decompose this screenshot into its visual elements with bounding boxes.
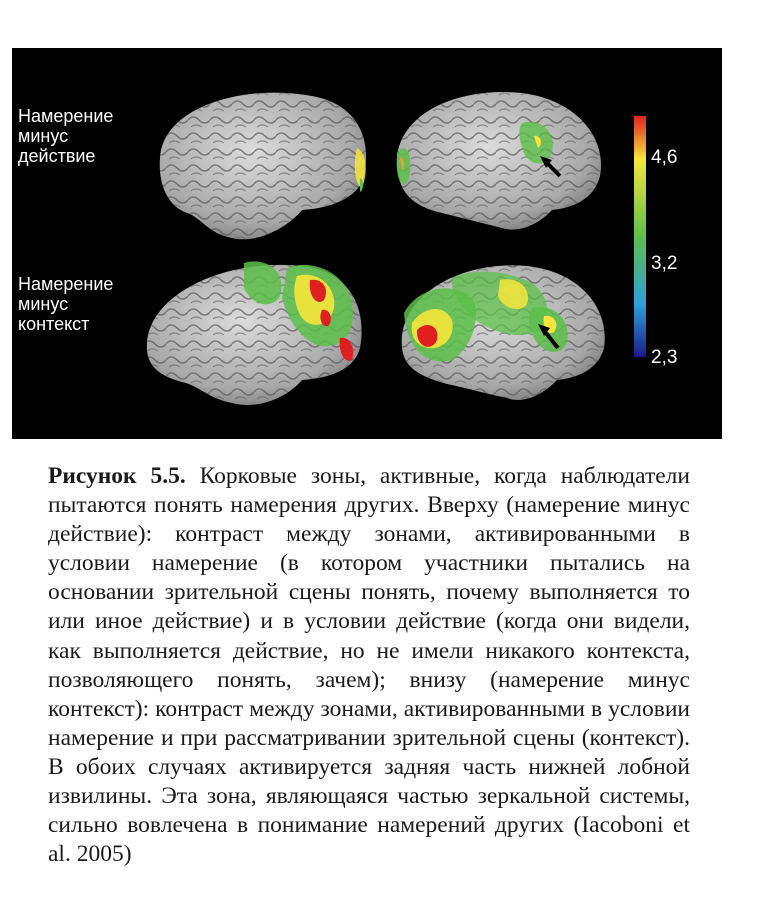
brain-images bbox=[12, 48, 722, 439]
caption-label: Рисунок 5.5. bbox=[48, 463, 186, 489]
brain-top-left bbox=[160, 93, 366, 240]
row-label-top: Намерение минус действие bbox=[18, 106, 114, 166]
row-label-bottom: Намерение минус контекст bbox=[18, 274, 114, 334]
colorbar bbox=[634, 116, 646, 357]
brain-bottom-left bbox=[147, 261, 362, 405]
colorbar-tick-low: 2,3 bbox=[651, 347, 678, 368]
figure-caption bbox=[48, 462, 690, 869]
brain-activation-figure bbox=[12, 48, 722, 439]
colorbar-tick-mid: 3,2 bbox=[651, 253, 678, 274]
colorbar-tick-high: 4,6 bbox=[651, 147, 678, 168]
caption-text: Корковые зоны, активные, когда наблюдатели пытаются понять намерения других. Вверху (намерение минус действие): контраст между зонами, активированными в условии намерение (в котором участники пытались на основании зрительной сцены понять, почему выполняется то или иное действие) и в условии действие (когда они видели, как выполняется действие, но не имели никакого контекста, позволяющего понять, зачем); внизу (намерение минус контекст): контраст между зонами, активированными в условии намерение и при рассматривании зрительной сцены (контекст). В обоих случаях активируется задняя часть нижней лобной извилины. Эта зона, являющаяся частью зеркальной системы, сильно вовлечена в понимание намерений других (Iacoboni et al. 2005) bbox=[48, 463, 690, 868]
brain-top-right bbox=[397, 92, 601, 230]
brain-bottom-right bbox=[402, 265, 605, 400]
